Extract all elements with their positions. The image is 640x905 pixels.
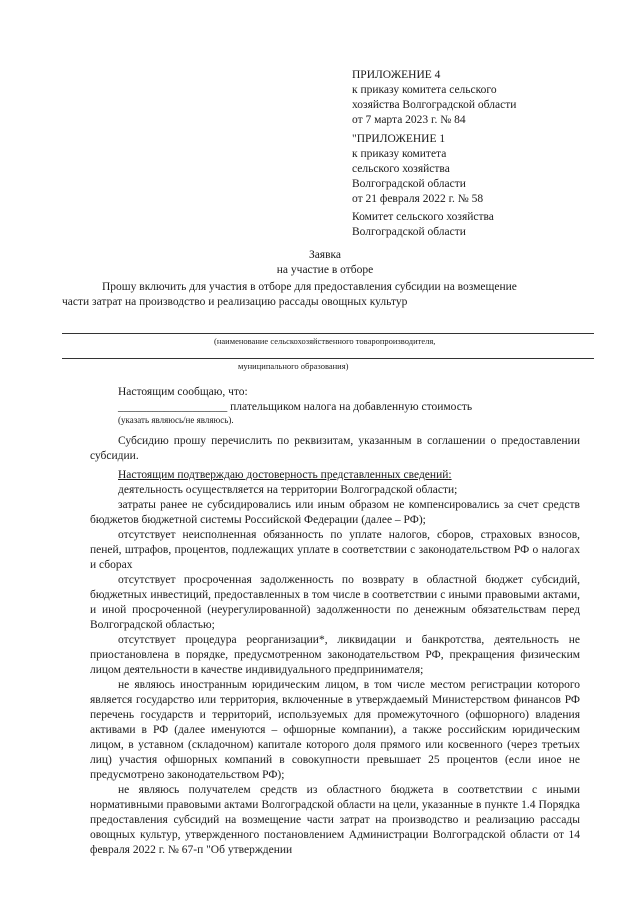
document-title <box>60 248 590 278</box>
appendix-line: хозяйства Волгоградской области <box>352 99 517 111</box>
subsidy-paragraph: Субсидию прошу перечислить по реквизитам, указанным в соглашении о предоставлении субсидии. <box>90 435 580 462</box>
previous-appendix-line: от 21 февраля 2022 г. № 58 <box>352 193 484 205</box>
notice-lead: Настоящим сообщаю, что: <box>118 386 248 398</box>
confirmation-item: отсутствует неисполненная обязанность по уплате налогов, сборов, страховых взносов, пеней, штрафов, процентов, подлежащих уплате в соответствии с законодательством РФ о налогах и сборах <box>90 529 580 571</box>
appendix-line: от 7 марта 2023 г. № 84 <box>352 114 466 126</box>
confirmation-item: не являюсь получателем средств из областного бюджета в соответствии с иными нормативными правовыми актами Волгоградской области на цели, указанные в пункте 1.4 Порядка предоставления субсидий на возмещение части затрат на производство и реализацию рассады овощных культур, утвержденного постановлением Администрации Волгоградской области от 14 февраля 2022 г. № 67-п "Об утверждении <box>90 784 580 856</box>
previous-appendix-header <box>352 132 602 207</box>
previous-appendix-line: Волгоградской области <box>352 178 466 190</box>
confirmation-heading: Настоящим подтверждаю достоверность представленных сведений: <box>118 469 452 481</box>
vat-caption: (указать являюсь/не являюсь). <box>118 415 234 425</box>
producer-name-caption: (наименование сельскохозяйственного товаропроизводителя, <box>214 336 436 346</box>
confirmation-item: деятельность осуществляется на территории Волгоградской области; <box>118 484 458 496</box>
confirmation-block <box>90 468 580 858</box>
previous-appendix-title: "ПРИЛОЖЕНИЕ 1 <box>352 133 446 145</box>
municipality-line <box>62 358 594 359</box>
confirmation-item: не являюсь иностранным юридическим лицом, в том числе местом регистрации которого является государство или территория, включенные в утверждаемый Министерством финансов РФ перечень государств и территорий, используемых для промежуточного (офшорного) владения активами в РФ (далее именуются – офшорные компании), а также российским юридическим лицом, в уставном (складочном) капитале которого доля прямого или косвенного (через третьих лиц) участия офшорных компаний в совокупности превышает 25 процентов (если иное не предусмотрено законодательством РФ); <box>90 679 580 781</box>
appendix-header <box>352 68 602 128</box>
municipality-caption: муниципального образования) <box>238 361 349 371</box>
intro-line: части затрат на производство и реализацию рассады овощных культур <box>62 296 408 308</box>
previous-appendix-line: к приказу комитета <box>352 148 447 160</box>
addressee <box>352 210 602 240</box>
intro-paragraph <box>62 280 594 310</box>
confirmation-item: отсутствует процедура реорганизации*, ликвидации и банкротства, деятельность не приостановлена в порядке, предусмотренном законодательством РФ, прекращения физическим лицом деятельности в качестве индивидуального предпринимателя; <box>90 634 580 676</box>
addressee-line: Комитет сельского хозяйства <box>352 211 494 223</box>
appendix-title: ПРИЛОЖЕНИЕ 4 <box>352 69 441 81</box>
addressee-line: Волгоградской области <box>352 226 466 238</box>
vat-blank: ___________________ <box>118 401 228 413</box>
notice-block <box>118 385 588 426</box>
confirmation-item: отсутствует просроченная задолженность по возврату в областной бюджет субсидий, бюджетных инвестиций, предоставленных в том числе в соответствии с иными правовыми актами, и иной просроченной (неурегулированной) задолженности по денежным обязательствам перед Волгоградской областью; <box>90 574 580 631</box>
title-subline: на участие в отборе <box>276 264 374 276</box>
vat-text: плательщиком налога на добавленную стоимость <box>227 401 473 413</box>
title-line: Заявка <box>308 249 342 261</box>
appendix-line: к приказу комитета сельского <box>352 84 497 96</box>
confirmation-item: затраты ранее не субсидировались или иным образом не компенсировались за счет средств бюджетов бюджетной системы Российской Федерации (далее – РФ); <box>90 499 580 526</box>
producer-name-line <box>62 333 594 334</box>
intro-line: Прошу включить для участия в отборе для предоставления субсидии на возмещение <box>102 281 517 293</box>
previous-appendix-line: сельского хозяйства <box>352 163 450 175</box>
vat-statement <box>118 400 588 415</box>
